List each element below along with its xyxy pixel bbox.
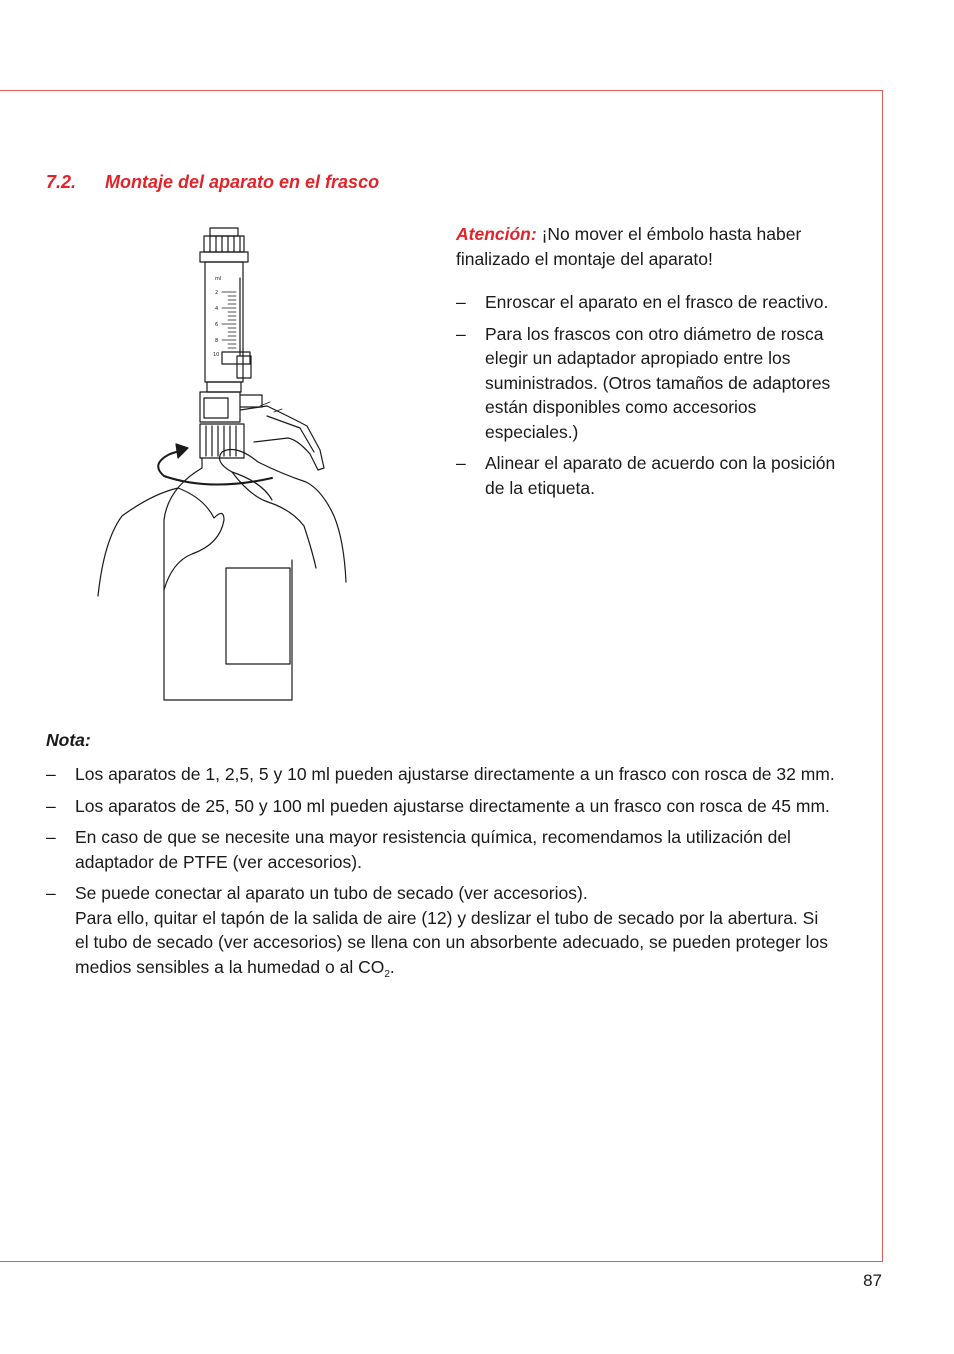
list-item: – Para los frascos con otro diámetro de rosca elegir un adaptador apropiado entre los suministrados. (Otros tamaños de adaptores están disponibles como accesorios especiales.) xyxy=(456,323,831,442)
scale-label-8: 8 xyxy=(215,338,219,344)
frame-rule-right xyxy=(882,90,883,1262)
attention-text: ¡No mover el émbolo hasta haber finalizado el montaje del aparato! xyxy=(456,224,802,269)
note-list xyxy=(46,762,836,986)
page-number: 87 xyxy=(863,1271,882,1290)
scale-label-4: 4 xyxy=(215,306,219,312)
list-item: – Se puede conectar al aparato un tubo de secado (ver accesorios). Para ello, quitar el tapón de la salida de aire (12) y deslizar el tubo de secado por la abertura. Si el tubo de secado (ver accesorios) se llena con un absorbente adecuado, se pueden proteger los medios sensibles a la humedad o al $CO_2$. xyxy=(46,883,828,980)
section-number: 7.2. xyxy=(46,172,77,192)
note-text-end: . xyxy=(389,956,395,977)
note-text-line2: Para ello, quitar el tapón de la salida de aire (12) y deslizar el tubo de secado por la abertura. Si el tubo de secado (ver accesorios) se llena con un absorbente adecuado, se pueden proteger los medios sensibles a la humedad o al CO xyxy=(75,907,828,977)
co2-subscript: 2 xyxy=(384,968,390,980)
list-item: – Enroscar el aparato en el frasco de reactivo. xyxy=(456,292,829,312)
instructions-column xyxy=(456,222,836,507)
steps-list xyxy=(456,290,836,500)
attention-paragraph xyxy=(456,222,836,271)
note-title: Nota: xyxy=(46,730,91,750)
scale-label-6: 6 xyxy=(215,322,219,328)
frame-rule-bottom xyxy=(0,1261,883,1262)
scale-labels xyxy=(213,276,221,358)
note-text-line1: Se puede conectar al aparato un tubo de secado (ver accesorios). xyxy=(75,883,588,903)
list-item: – Los aparatos de 1, 2,5, 5 y 10 ml pueden ajustarse directamente a un frasco con rosca de 32 mm. xyxy=(46,764,835,784)
note-text: En caso de que se necesite una mayor resistencia química, recomendamos la utilización del adaptador de PTFE (ver accesorios). xyxy=(75,827,791,872)
bottle-mounting-illustration xyxy=(92,220,360,712)
step-text: Para los frascos con otro diámetro de rosca elegir un adaptador apropiado entre los suministrados. (Otros tamaños de adaptores están disponibles como accesorios especiales.) xyxy=(485,323,831,442)
note-text: Los aparatos de 25, 50 y 100 ml pueden ajustarse directamente a un frasco con rosca de 45 mm. xyxy=(75,795,830,816)
attention-label: Atención: xyxy=(456,224,537,244)
note-text: Los aparatos de 1, 2,5, 5 y 10 ml pueden ajustarse directamente a un frasco con rosca de 32 mm. xyxy=(75,764,835,784)
step-text: Enroscar el aparato en el frasco de reactivo. xyxy=(485,292,829,312)
list-item: – Los aparatos de 25, 50 y 100 ml pueden ajustarse directamente a un frasco con rosca de 45 mm. xyxy=(46,795,830,816)
scale-label-10: 10 xyxy=(213,352,220,358)
step-text: Alinear el aparato de acuerdo con la posición de la etiqueta. xyxy=(485,453,836,498)
scale-label-2: 2 xyxy=(215,290,219,296)
section-heading xyxy=(46,172,379,193)
list-item: – En caso de que se necesite una mayor resistencia química, recomendamos la utilización del adaptador de PTFE (ver accesorios). xyxy=(46,827,791,872)
list-item: – Alinear el aparato de acuerdo con la posición de la etiqueta. xyxy=(456,453,836,498)
frame-rule-top xyxy=(0,90,883,91)
section-title: Montaje del aparato en el frasco xyxy=(105,172,380,192)
scale-label-unit: ml xyxy=(215,276,222,282)
